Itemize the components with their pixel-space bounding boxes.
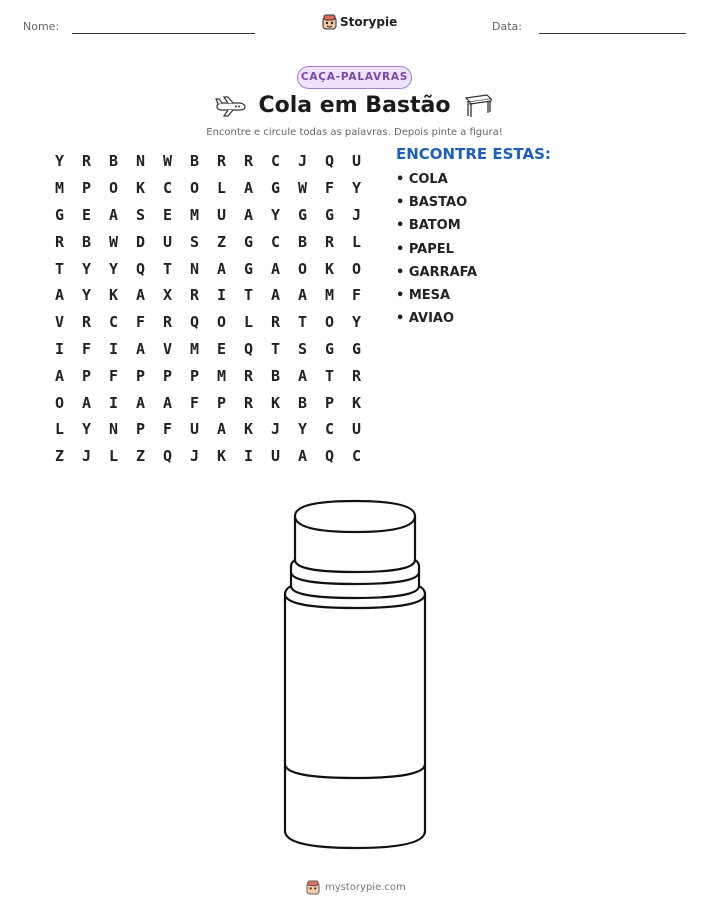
grid-row <box>46 416 370 443</box>
grid-letter[interactable]: G <box>54 205 65 224</box>
footer <box>306 880 406 895</box>
grid-letter[interactable]: A <box>297 366 308 385</box>
grid-letter[interactable]: C <box>270 152 281 171</box>
grid-letter[interactable]: O <box>108 179 119 198</box>
grid-letter[interactable]: R <box>54 232 65 251</box>
grid-letter[interactable]: V <box>162 339 173 358</box>
grid-letter[interactable]: A <box>108 205 119 224</box>
grid-letter[interactable]: B <box>297 232 308 251</box>
word-search-grid[interactable] <box>46 148 370 470</box>
word-item: • MESA <box>396 287 451 303</box>
grid-letter[interactable]: E <box>162 205 173 224</box>
grid-letter[interactable]: W <box>108 232 119 251</box>
grid-letter[interactable]: O <box>189 179 200 198</box>
grid-letter[interactable]: J <box>351 205 362 224</box>
grid-letter[interactable]: S <box>135 205 146 224</box>
grid-letter[interactable]: Q <box>162 447 173 466</box>
word-list <box>396 172 477 334</box>
word-list-title: ENCONTRE ESTAS: <box>396 145 551 163</box>
grid-letter[interactable]: T <box>243 286 254 305</box>
grid-letter[interactable]: V <box>54 313 65 332</box>
grid-letter[interactable]: T <box>297 313 308 332</box>
grid-row <box>46 309 370 336</box>
grid-letter[interactable]: J <box>81 447 92 466</box>
grid-letter[interactable]: O <box>324 313 335 332</box>
grid-letter[interactable]: K <box>108 286 119 305</box>
grid-letter[interactable]: L <box>216 179 227 198</box>
grid-letter[interactable]: A <box>162 393 173 412</box>
grid-letter[interactable]: W <box>162 152 173 171</box>
word-item: • GARRAFA <box>396 264 478 280</box>
grid-letter[interactable]: K <box>216 447 227 466</box>
grid-letter[interactable]: O <box>216 313 227 332</box>
grid-letter[interactable]: F <box>135 313 146 332</box>
grid-letter[interactable]: U <box>189 420 200 439</box>
grid-letter[interactable]: T <box>324 366 335 385</box>
grid-letter[interactable]: R <box>243 152 254 171</box>
grid-letter[interactable]: Q <box>243 339 254 358</box>
grid-letter[interactable]: I <box>108 393 119 412</box>
grid-letter[interactable]: T <box>270 339 281 358</box>
grid-letter[interactable]: O <box>54 393 65 412</box>
grid-letter[interactable]: A <box>297 447 308 466</box>
grid-letter[interactable]: L <box>54 420 65 439</box>
grid-letter[interactable]: F <box>324 179 335 198</box>
grid-letter[interactable]: F <box>351 286 362 305</box>
grid-letter[interactable]: B <box>270 366 281 385</box>
grid-letter[interactable]: R <box>243 366 254 385</box>
grid-letter[interactable]: M <box>216 366 227 385</box>
word-item: • PAPEL <box>396 241 454 257</box>
storypie-mascot-icon <box>306 880 320 895</box>
grid-letter[interactable]: K <box>351 393 362 412</box>
grid-letter[interactable]: G <box>270 179 281 198</box>
grid-letter[interactable]: B <box>297 393 308 412</box>
grid-letter[interactable]: W <box>297 179 308 198</box>
grid-letter[interactable]: Y <box>81 286 92 305</box>
grid-letter[interactable]: Y <box>351 179 362 198</box>
grid-letter[interactable]: R <box>162 313 173 332</box>
grid-letter[interactable]: B <box>189 152 200 171</box>
word-item: • BATOM <box>396 218 461 234</box>
grid-letter[interactable]: F <box>189 393 200 412</box>
grid-letter[interactable]: T <box>54 259 65 278</box>
brand-name: Storypie <box>340 15 398 29</box>
glue-stick-illustration[interactable] <box>280 496 430 854</box>
grid-letter[interactable]: Y <box>81 259 92 278</box>
grid-letter[interactable]: R <box>270 313 281 332</box>
grid-letter[interactable]: Y <box>270 205 281 224</box>
grid-letter[interactable]: G <box>324 205 335 224</box>
grid-letter[interactable]: O <box>351 259 362 278</box>
grid-letter[interactable]: R <box>81 313 92 332</box>
grid-letter[interactable]: K <box>135 179 146 198</box>
grid-letter[interactable]: I <box>108 339 119 358</box>
footer-url[interactable]: mystorypie.com <box>325 882 406 893</box>
grid-letter[interactable]: A <box>243 205 254 224</box>
grid-letter[interactable]: L <box>108 447 119 466</box>
grid-letter[interactable]: P <box>162 366 173 385</box>
grid-letter[interactable]: B <box>81 232 92 251</box>
grid-letter[interactable]: J <box>189 447 200 466</box>
grid-letter[interactable]: Y <box>351 313 362 332</box>
grid-letter[interactable]: U <box>162 232 173 251</box>
word-item: • COLA <box>396 172 448 187</box>
grid-letter[interactable]: E <box>216 339 227 358</box>
grid-letter[interactable]: U <box>216 205 227 224</box>
grid-letter[interactable]: L <box>351 232 362 251</box>
grid-letter[interactable]: R <box>216 152 227 171</box>
grid-letter[interactable]: R <box>324 232 335 251</box>
grid-row <box>46 336 370 363</box>
grid-letter[interactable]: Q <box>189 313 200 332</box>
grid-letter[interactable]: F <box>162 420 173 439</box>
grid-letter[interactable]: B <box>108 152 119 171</box>
grid-letter[interactable]: Y <box>297 420 308 439</box>
grid-letter[interactable]: T <box>162 259 173 278</box>
grid-letter[interactable]: A <box>81 393 92 412</box>
grid-letter[interactable]: Y <box>54 152 65 171</box>
grid-letter[interactable]: M <box>189 339 200 358</box>
word-item: • AVIAO <box>396 311 455 327</box>
grid-letter[interactable]: K <box>324 259 335 278</box>
grid-letter[interactable]: P <box>135 420 146 439</box>
grid-letter[interactable]: X <box>162 286 173 305</box>
grid-letter[interactable]: C <box>270 232 281 251</box>
grid-row <box>46 282 370 309</box>
grid-letter[interactable]: M <box>189 205 200 224</box>
grid-letter[interactable]: A <box>270 286 281 305</box>
grid-letter[interactable]: P <box>216 393 227 412</box>
grid-letter[interactable]: A <box>54 366 65 385</box>
grid-letter[interactable]: U <box>351 420 362 439</box>
instructions: Encontre e circule todas as palavras. Depois pinte a figura! <box>206 127 503 138</box>
grid-letter[interactable]: J <box>297 152 308 171</box>
grid-letter[interactable]: P <box>81 366 92 385</box>
grid-letter[interactable]: Z <box>54 447 65 466</box>
page-title: Cola em Bastão <box>258 93 451 118</box>
table-icon <box>463 92 493 118</box>
grid-letter[interactable]: Y <box>108 259 119 278</box>
grid-letter[interactable]: F <box>108 366 119 385</box>
storypie-mascot-icon <box>322 14 337 30</box>
grid-letter[interactable]: A <box>135 393 146 412</box>
grid-letter[interactable]: O <box>297 259 308 278</box>
grid-row <box>46 255 370 282</box>
grid-row <box>46 228 370 255</box>
grid-letter[interactable]: P <box>135 366 146 385</box>
grid-letter[interactable]: E <box>81 205 92 224</box>
grid-row <box>46 148 370 175</box>
grid-letter[interactable]: S <box>297 339 308 358</box>
grid-letter[interactable]: I <box>243 447 254 466</box>
date-line[interactable] <box>539 33 686 34</box>
grid-row <box>46 175 370 202</box>
grid-letter[interactable]: G <box>243 259 254 278</box>
grid-letter[interactable]: Q <box>324 152 335 171</box>
grid-letter[interactable]: L <box>243 313 254 332</box>
grid-row <box>46 362 370 389</box>
grid-letter[interactable]: R <box>243 393 254 412</box>
grid-letter[interactable]: A <box>216 259 227 278</box>
grid-letter[interactable]: Q <box>324 447 335 466</box>
grid-letter[interactable]: R <box>351 366 362 385</box>
grid-letter[interactable]: N <box>189 259 200 278</box>
grid-letter[interactable]: P <box>189 366 200 385</box>
grid-letter[interactable]: C <box>324 420 335 439</box>
grid-letter[interactable]: R <box>189 286 200 305</box>
grid-letter[interactable]: A <box>270 259 281 278</box>
grid-letter[interactable]: A <box>135 286 146 305</box>
grid-letter[interactable]: J <box>270 420 281 439</box>
name-line[interactable] <box>72 33 255 34</box>
grid-letter[interactable]: Q <box>135 259 146 278</box>
grid-letter[interactable]: G <box>297 205 308 224</box>
grid-letter[interactable]: Z <box>216 232 227 251</box>
grid-letter[interactable]: A <box>135 339 146 358</box>
grid-letter[interactable]: G <box>243 232 254 251</box>
grid-letter[interactable]: U <box>270 447 281 466</box>
grid-letter[interactable]: P <box>324 393 335 412</box>
name-label: Nome: <box>23 20 60 33</box>
grid-letter[interactable]: A <box>297 286 308 305</box>
grid-letter[interactable]: A <box>54 286 65 305</box>
date-label: Data: <box>492 20 522 33</box>
grid-letter[interactable]: A <box>216 420 227 439</box>
grid-letter[interactable]: Y <box>81 420 92 439</box>
grid-letter[interactable]: C <box>351 447 362 466</box>
grid-letter[interactable]: C <box>108 313 119 332</box>
grid-letter[interactable]: K <box>243 420 254 439</box>
grid-letter[interactable]: U <box>351 152 362 171</box>
grid-letter[interactable]: G <box>351 339 362 358</box>
grid-letter[interactable]: Z <box>135 447 146 466</box>
grid-letter[interactable]: C <box>162 179 173 198</box>
grid-letter[interactable]: F <box>81 339 92 358</box>
grid-row <box>46 443 370 470</box>
grid-row <box>46 202 370 229</box>
grid-letter[interactable]: A <box>243 179 254 198</box>
grid-letter[interactable]: M <box>324 286 335 305</box>
brand-logo <box>322 14 397 30</box>
grid-letter[interactable]: K <box>270 393 281 412</box>
grid-letter[interactable]: D <box>135 232 146 251</box>
grid-letter[interactable]: G <box>324 339 335 358</box>
category-badge: CAÇA-PALAVRAS <box>297 66 412 89</box>
grid-letter[interactable]: P <box>81 179 92 198</box>
grid-letter[interactable]: I <box>54 339 65 358</box>
grid-row <box>46 389 370 416</box>
grid-letter[interactable]: N <box>135 152 146 171</box>
word-item: • BASTAO <box>396 195 468 211</box>
grid-letter[interactable]: M <box>54 179 65 198</box>
grid-letter[interactable]: R <box>81 152 92 171</box>
grid-letter[interactable]: N <box>108 420 119 439</box>
grid-letter[interactable]: I <box>216 286 227 305</box>
grid-letter[interactable]: S <box>189 232 200 251</box>
